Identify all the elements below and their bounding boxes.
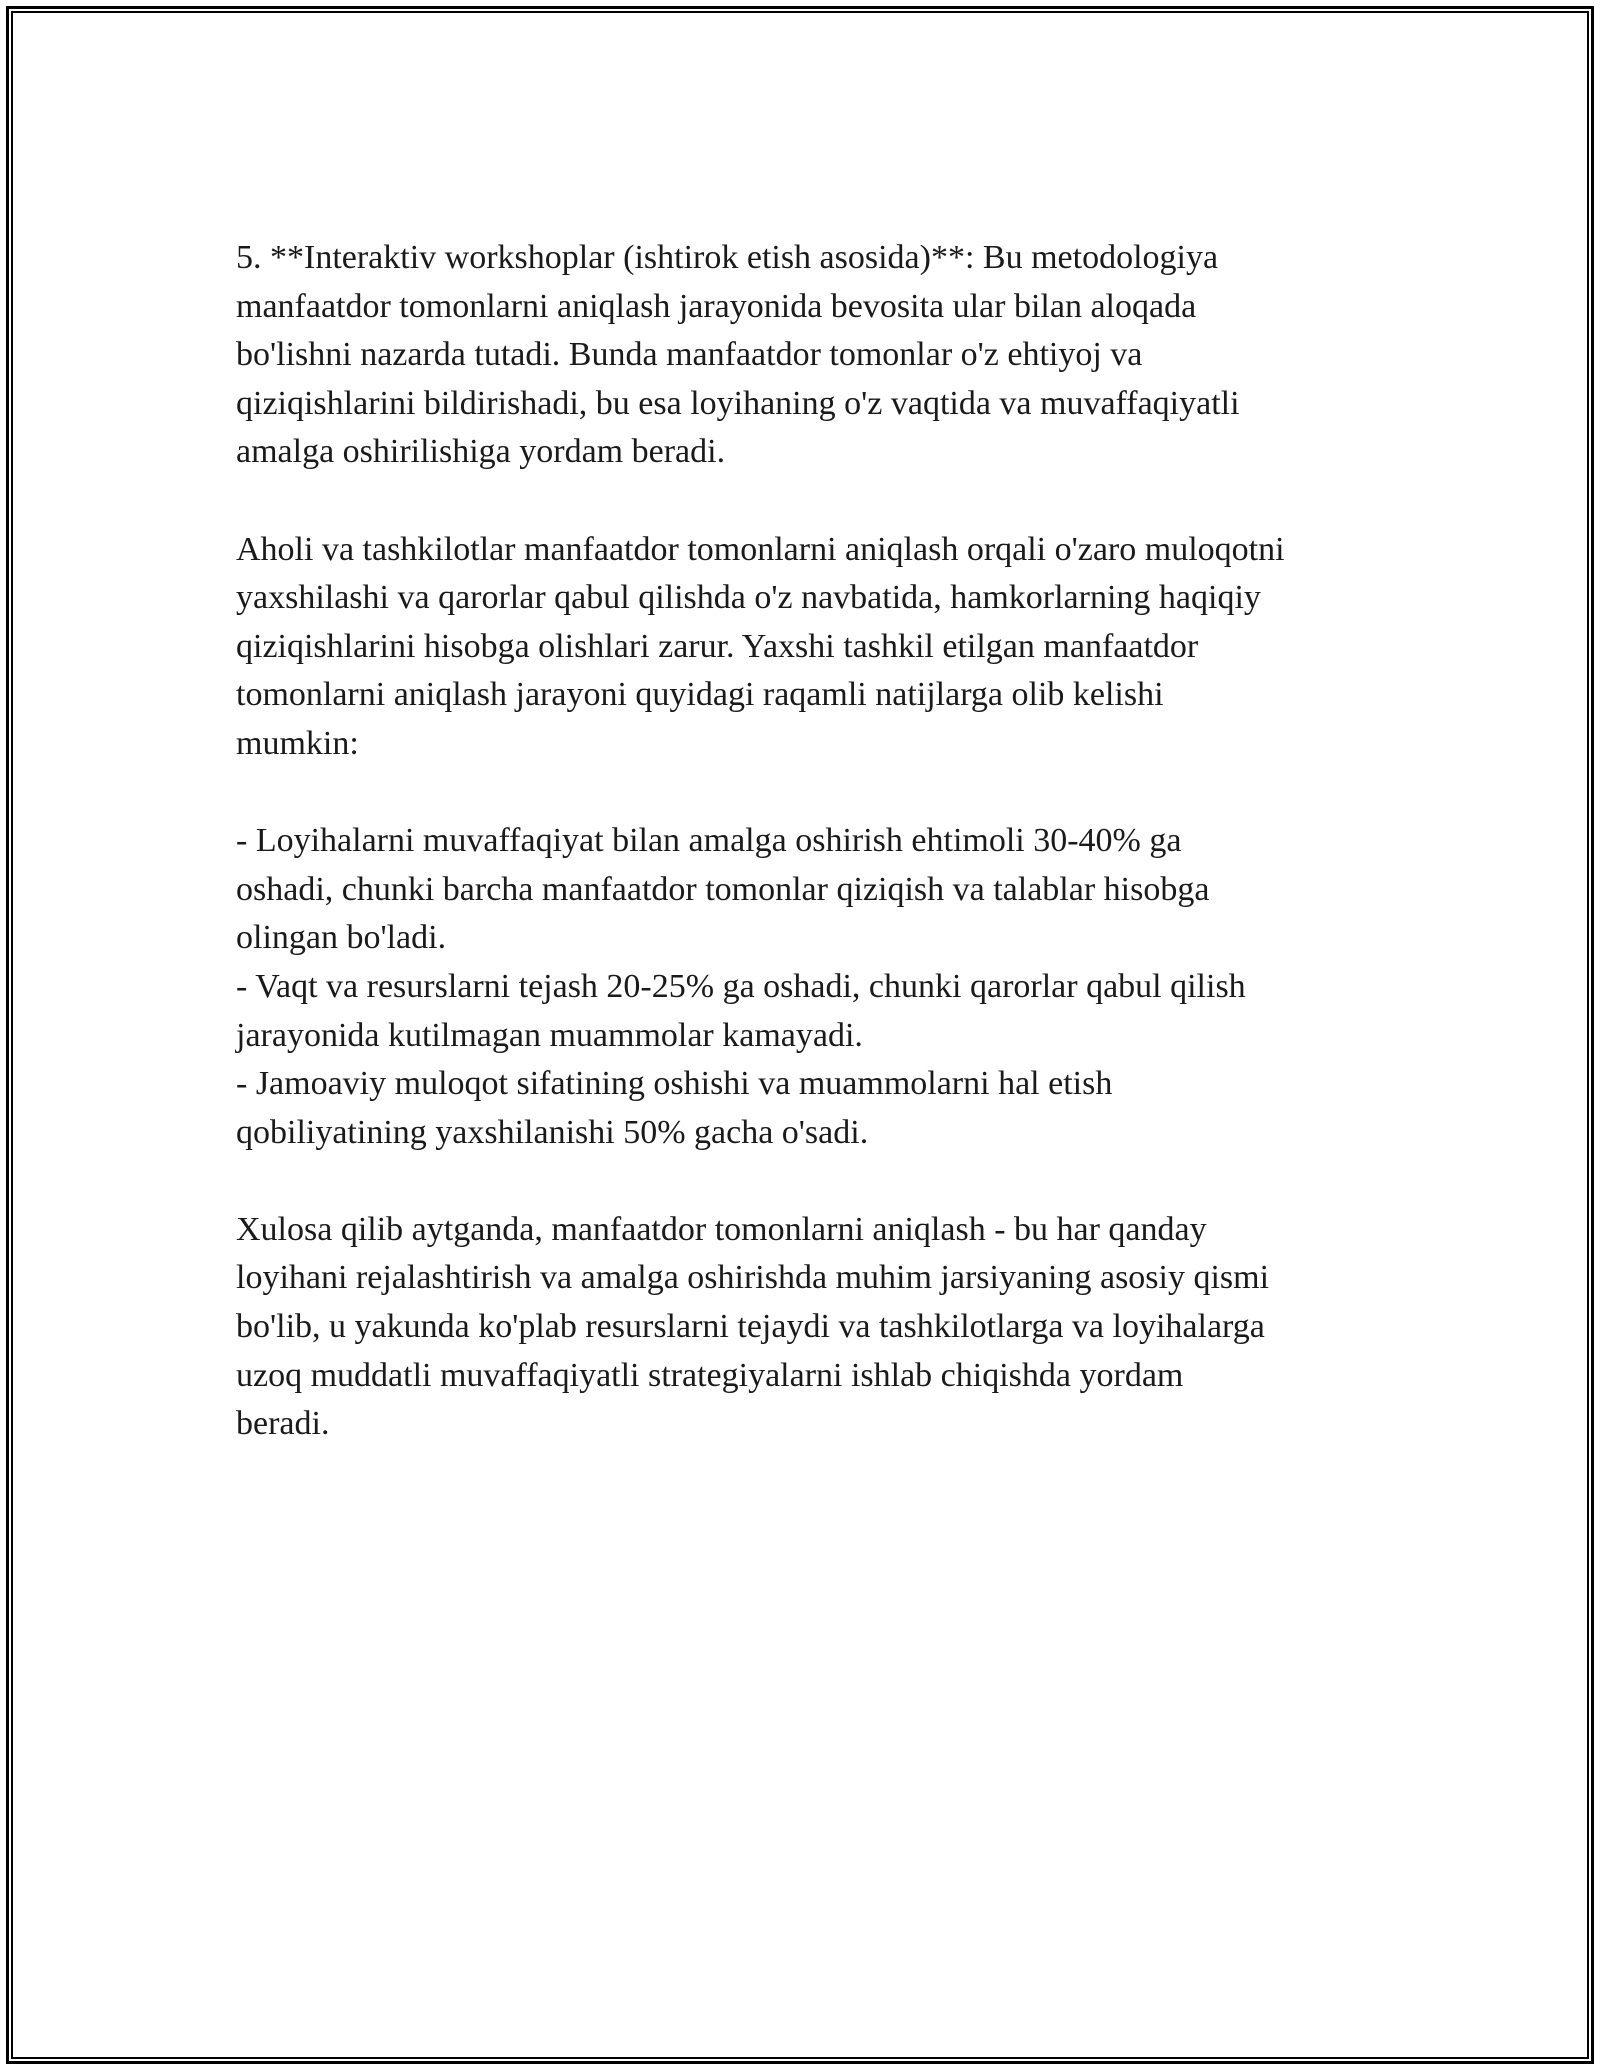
document-body (236, 234, 1386, 1449)
paragraph-workshops: 5. **Interaktiv workshoplar (ishtirok etish asosida)**: Bu metodologiya manfaatdor tomonlarni aniqlash jarayonida bevosita ular bilan aloqada bo'lishni nazarda tutadi. Bunda manfaatdor tomonlar o'z ehtiyoj va qiziqishlarini bildirishadi, bu esa loyihaning o'z vaqtida va muvaffaqiyatli amalga oshirilishiga yordam beradi. (236, 239, 1240, 471)
paragraph-conclusion: Xulosa qilib aytganda, manfaatdor tomonlarni aniqlash - bu har qanday loyihani rejalashtirish va amalga oshirishda muhim jarsiyaning asosiy qismi bo'lib, u yakunda ko'plab resurslarni tejaydi va tashkilotlarga va loyihalarga uzoq muddatli muvaffaqiyatli strategiyalarni ishlab chiqishda yordam beradi. (236, 1210, 1270, 1443)
paragraph-results-list: - Loyihalarni muvaffaqiyat bilan amalga oshirish ehtimoli 30-40% ga oshadi, chunki barcha manfaatdor tomonlar qiziqish va talablar hisobga olingan bo'ladi. - Vaqt va resurslarni tejash 20-25% ga oshadi, chunki qarorlar qabul qilish jarayonida kutilmagan muammolar kamayadi. - Jamoaviy muloqot sifatining oshishi va muammolarni hal etish qobiliyatining yaxshilanishi 50% gacha o'sadi. (236, 822, 1246, 1151)
paragraph-spacer (236, 1157, 1386, 1206)
paragraph-stakeholder-dialogue: Aholi va tashkilotlar manfaatdor tomonlarni aniqlash orqali o'zaro muloqotni yaxshilashi va qarorlar qabul qilishda o'z navbatida, hamkorlarning haqiqiy qiziqishlarini hisobga olishlari zarur. Yaxshi tashkil etilgan manfaatdor tomonlarni aniqlash jarayoni quyidagi raqamli natijlarga olib kelishi mumkin: (236, 530, 1285, 762)
paragraph-spacer (236, 769, 1386, 818)
paragraph-spacer (236, 477, 1386, 526)
